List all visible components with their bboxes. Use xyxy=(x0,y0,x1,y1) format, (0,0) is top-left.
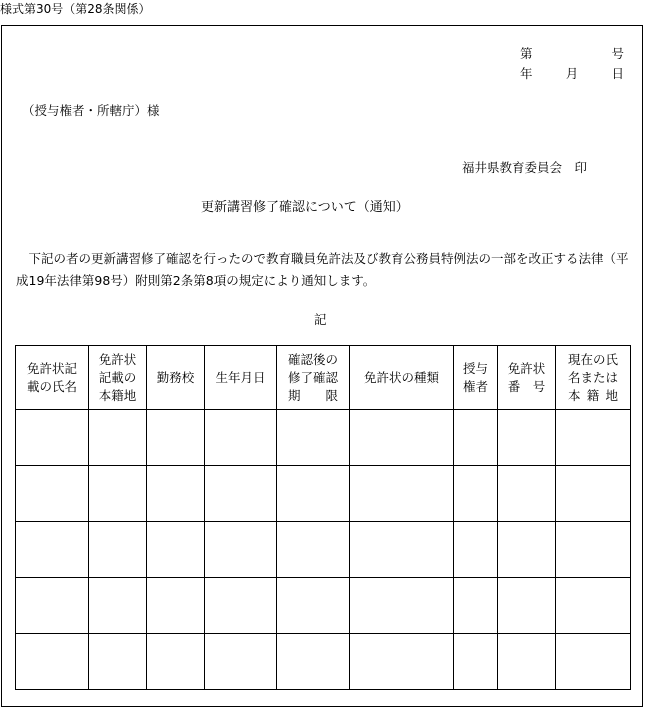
table-cell[interactable] xyxy=(89,634,147,690)
table-cell[interactable] xyxy=(277,634,350,690)
table-cell[interactable] xyxy=(16,634,89,690)
table-cell[interactable] xyxy=(498,466,556,522)
number-suffix: 号 xyxy=(611,46,624,61)
table-cell[interactable] xyxy=(454,522,498,578)
header-license-type: 免許状の種類 xyxy=(350,346,454,410)
sender: 福井県教育委員会 印 xyxy=(462,160,588,175)
records-table xyxy=(15,345,631,690)
table-cell[interactable] xyxy=(16,578,89,634)
header-confirmation-deadline: 確認後の 修了確認 期 限 xyxy=(277,346,350,410)
body-text: 下記の者の更新講習修了確認を行ったので教育職員免許法及び教育公務員特例法の一部を改正する法律（平成19年法律第98号）附則第2条第8項の規定により通知します。 xyxy=(16,251,629,288)
table-cell[interactable] xyxy=(350,578,454,634)
ki-heading: 記 xyxy=(314,312,327,327)
table-cell[interactable] xyxy=(556,522,631,578)
table-cell[interactable] xyxy=(277,578,350,634)
header-name-on-license: 免許状記 載の氏名 xyxy=(16,346,89,410)
header-license-number: 免許状 番 号 xyxy=(498,346,556,410)
table-cell[interactable] xyxy=(89,522,147,578)
form-title: 様式第30号（第28条関係） xyxy=(0,2,151,16)
table-cell[interactable] xyxy=(147,466,205,522)
table-cell[interactable] xyxy=(205,522,277,578)
table-cell[interactable] xyxy=(350,634,454,690)
table-cell[interactable] xyxy=(454,466,498,522)
header-school: 勤務校 xyxy=(147,346,205,410)
header-registered-domicile: 免許状 記載の 本籍地 xyxy=(89,346,147,410)
table-cell[interactable] xyxy=(147,634,205,690)
table-row xyxy=(16,634,631,690)
table-row xyxy=(16,578,631,634)
table-header-row xyxy=(16,346,631,410)
table-cell[interactable] xyxy=(277,466,350,522)
subject-title: 更新講習修了確認について（通知） xyxy=(201,200,409,215)
records-body xyxy=(16,410,631,690)
number-prefix: 第 xyxy=(520,46,533,61)
header-granting-authority: 授与 権者 xyxy=(454,346,498,410)
table-cell[interactable] xyxy=(350,466,454,522)
table-cell[interactable] xyxy=(89,410,147,466)
table-cell[interactable] xyxy=(16,410,89,466)
date-year: 年 xyxy=(520,66,533,81)
table-cell[interactable] xyxy=(498,634,556,690)
table-cell[interactable] xyxy=(89,466,147,522)
date-month: 月 xyxy=(565,66,579,81)
table-row xyxy=(16,522,631,578)
table-cell[interactable] xyxy=(205,466,277,522)
table-row xyxy=(16,410,631,466)
table-cell[interactable] xyxy=(277,410,350,466)
table-cell[interactable] xyxy=(556,466,631,522)
table-cell[interactable] xyxy=(16,466,89,522)
table-cell[interactable] xyxy=(498,578,556,634)
table-cell[interactable] xyxy=(454,410,498,466)
table-cell[interactable] xyxy=(147,522,205,578)
table-cell[interactable] xyxy=(556,578,631,634)
header-birth-date: 生年月日 xyxy=(205,346,277,410)
table-row xyxy=(16,466,631,522)
header-current-name-or-domicile: 現在の氏 名または 本 籍 地 xyxy=(556,346,631,410)
table-cell[interactable] xyxy=(498,522,556,578)
table-cell[interactable] xyxy=(454,578,498,634)
table-cell[interactable] xyxy=(556,634,631,690)
date-day: 日 xyxy=(611,66,624,81)
table-cell[interactable] xyxy=(277,522,350,578)
table-cell[interactable] xyxy=(205,578,277,634)
table-cell[interactable] xyxy=(205,410,277,466)
table-cell[interactable] xyxy=(350,522,454,578)
table-cell[interactable] xyxy=(147,578,205,634)
document-number-line xyxy=(520,44,624,62)
table-cell[interactable] xyxy=(16,522,89,578)
table-cell[interactable] xyxy=(454,634,498,690)
document-date-line xyxy=(520,64,624,82)
table-cell[interactable] xyxy=(205,634,277,690)
recipient: （授与権者・所轄庁）様 xyxy=(22,103,160,118)
table-cell[interactable] xyxy=(350,410,454,466)
table-cell[interactable] xyxy=(89,578,147,634)
table-cell[interactable] xyxy=(498,410,556,466)
table-cell[interactable] xyxy=(147,410,205,466)
table-cell[interactable] xyxy=(556,410,631,466)
